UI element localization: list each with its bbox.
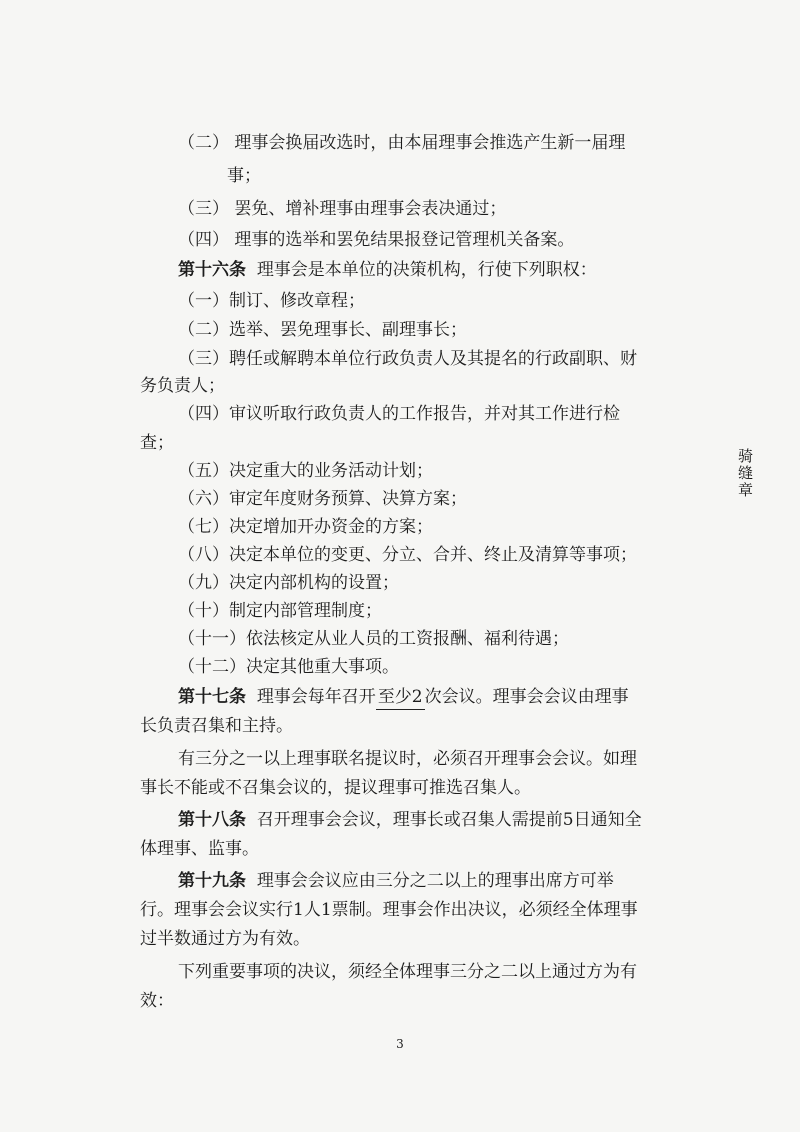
clause-line: （六）审定年度财务预算、决算方案； — [178, 489, 467, 509]
article-label: 第十七条 — [178, 687, 246, 707]
clause-line: （八）决定本单位的变更、分立、合并、终止及清算等事项； — [178, 545, 637, 565]
clause-line: （九）决定内部机构的设置； — [178, 573, 399, 593]
article-label: 第十八条 — [178, 810, 246, 830]
clause-line: 效： — [140, 991, 174, 1011]
clause-line: （十二）决定其他重大事项。 — [178, 657, 399, 677]
clause-line: （七）决定增加开办资金的方案； — [178, 517, 433, 537]
article-label: 第十九条 — [178, 871, 246, 891]
clause-line: （十一）依法核定从业人员的工资报酬、福利待遇； — [178, 629, 569, 649]
article-16: 第十六条 理事会是本单位的决策机构，行使下列职权： — [178, 260, 597, 280]
clause-line: （二）选举、罢免理事长、副理事长； — [178, 320, 467, 340]
filled-blank: 至少2 — [376, 685, 425, 710]
clause-line: 下列重要事项的决议，须经全体理事三分之二以上通过方为有 — [178, 962, 637, 982]
margin-handwriting: 骑缝章 — [736, 448, 754, 499]
clause-line: 长负责召集和主持。 — [140, 716, 293, 736]
article-18: 第十八条 召开理事会会议，理事长或召集人需提前5日通知全 — [178, 810, 642, 830]
clause-line: 务负责人； — [140, 376, 225, 396]
article-19: 第十九条 理事会会议应由三分之二以上的理事出席方可举 — [178, 871, 614, 891]
clause-line: （四）审议听取行政负责人的工作报告，并对其工作进行检 — [178, 404, 620, 424]
clause-line: 事； — [227, 166, 261, 186]
clause-line: （三） 罢免、增补理事由理事会表决通过； — [178, 199, 507, 219]
clause-line: （二） 理事会换届改选时，由本届理事会推选产生新一届理 — [178, 133, 626, 153]
clause-line: （一）制订、修改章程； — [178, 291, 365, 311]
article-17: 第十七条 理事会每年召开 至少2 次会议。理事会会议由理事 — [178, 685, 629, 710]
clause-line: 事长不能或不召集会议的，提议理事可推选召集人。 — [140, 778, 531, 798]
clause-line: （十）制定内部管理制度； — [178, 601, 382, 621]
clause-line: （四） 理事的选举和罢免结果报登记管理机关备案。 — [178, 230, 575, 250]
clause-line: 有三分之一以上理事联名提议时，必须召开理事会会议。如理 — [178, 749, 637, 769]
clause-line: 过半数通过方为有效。 — [140, 929, 310, 949]
clause-line: 行。理事会会议实行1人1票制。理事会作出决议，必须经全体理事 — [140, 900, 638, 920]
clause-line: 查； — [140, 433, 174, 453]
clause-line: （五）决定重大的业务活动计划； — [178, 461, 433, 481]
clause-line: 体理事、监事。 — [140, 839, 259, 859]
page-number: 3 — [396, 1037, 404, 1051]
article-label: 第十六条 — [178, 260, 246, 280]
clause-line: （三）聘任或解聘本单位行政负责人及其提名的行政副职、财 — [178, 349, 637, 369]
